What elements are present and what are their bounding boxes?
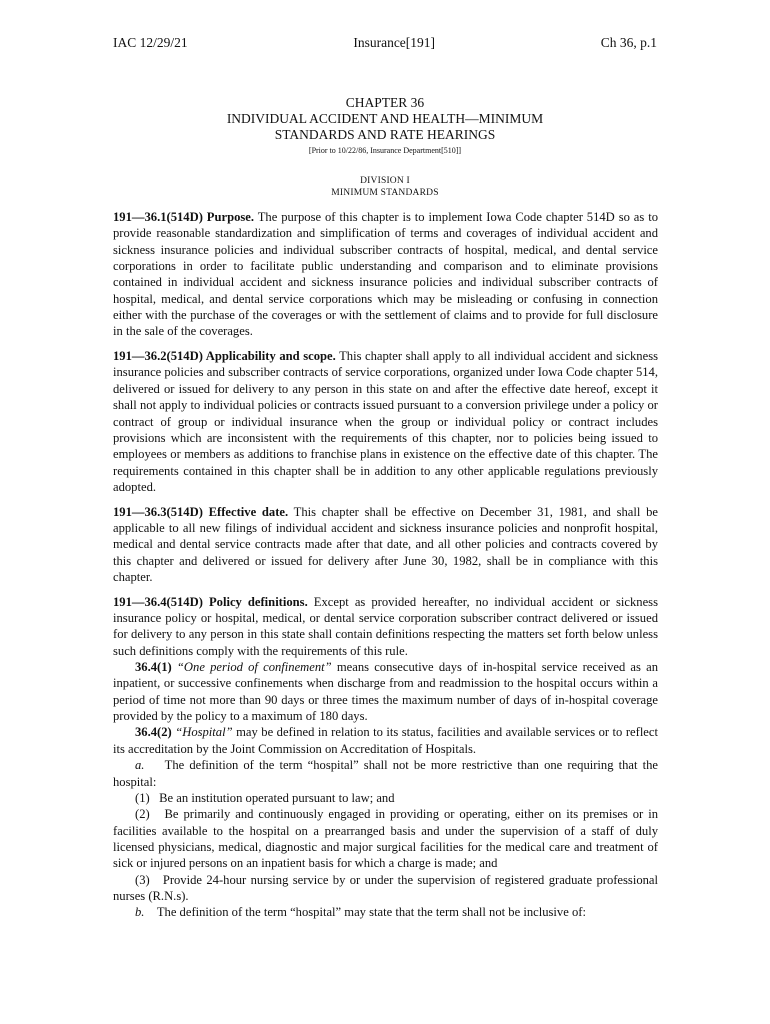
rule-heading: 191—36.2(514D) Applicability and scope. [113, 349, 336, 364]
rule-text: This chapter shall apply to all individual accident and sickness insurance policies and subscriber contracts of service corporations, organized under Iowa Code chapter 514, delivered or issued for delivery to any person in this state on and after the effective date hereof, except it shall not apply to individual policies or contracts issued pursuant to a conversion privilege under a policy or contract of group or individual insurance when the group or individual policy or contract includes provisions which are inconsistent with the requirements of this chapter, nor to policies being issued to employees or members as additions to franchise plans in existence on the effective date of this chapter. The requirements contained in this chapter shall be in addition to any other applicable regulations previously adopted. [113, 349, 658, 494]
header-agency: Insurance[191] [353, 35, 436, 50]
rule-heading: 191—36.3(514D) Effective date. [113, 504, 289, 519]
item-number: (1) [135, 790, 150, 805]
item-number: (3) [135, 872, 150, 887]
chapter-title-line-1: INDIVIDUAL ACCIDENT AND HEALTH—MINIMUM [226, 111, 544, 127]
item-number: (2) [135, 807, 150, 822]
subrule-text: may be defined in relation to its status, facilities and available services or to reflect its accreditation by the Joint Commission on Accreditation of Hospitals. [113, 725, 658, 756]
prior-note: [Prior to 10/22/86, Insurance Department[510]] [308, 145, 462, 155]
chapter-title-line-2: STANDARDS AND RATE HEARINGS [274, 127, 496, 143]
division-heading [113, 175, 657, 200]
header-date: IAC 12/29/21 [113, 35, 188, 50]
rule-heading: 191—36.4(514D) Policy definitions. [113, 594, 308, 609]
defined-term: “One period of confinement” [176, 660, 332, 675]
chapter-heading [113, 95, 657, 200]
paragraph-letter: a. [135, 758, 145, 773]
list-item [113, 872, 658, 905]
subrule-hospital [113, 724, 658, 757]
paragraph-a [113, 757, 658, 790]
rule-text: Except as provided hereafter, no individual accident or sickness insurance policy or hospital, medical, or dental service corporation subscriber contract delivered or issued for delivery to any person in this state shall contain definitions respecting the matters set forth below unless such definitions comply with the requirements of this rule. [113, 594, 658, 658]
rule-text: This chapter shall be effective on December 31, 1981, and shall be applicable to all new filings of individual accident and sickness insurance policies and nonprofit hospital, medical and dental service contracts made after that date, and all other policies and contracts covered by this chapter and delivered or issued for delivery after June 30, 1982, shall be in compliance with this chapter. [113, 504, 658, 584]
subrule-number: 36.4(2) [135, 725, 172, 740]
subrule-number: 36.4(1) [135, 660, 172, 675]
paragraph-b [113, 904, 658, 920]
division-number: DIVISION I [360, 175, 410, 186]
paragraph-text: The definition of the term “hospital” shall not be more restrictive than one requiring that the hospital: [113, 758, 658, 789]
header-page-number: Ch 36, p.1 [600, 35, 657, 50]
chapter-body [113, 209, 658, 921]
rule-effective-date [113, 504, 658, 586]
rule-applicability [113, 348, 658, 495]
list-item [113, 790, 658, 806]
item-text: Be an institution operated pursuant to law; and [159, 790, 395, 805]
rule-policy-definitions [113, 594, 658, 659]
defined-term: “Hospital” [175, 725, 233, 740]
subrule-text: means consecutive days of in-hospital service received as an inpatient, or successive confinements when discharge from and readmission to the hospital occurs within a period of time not more than 90 days or three times the maximum number of days of in-hospital coverage provided by the policy to a maximum of 180 days. [113, 660, 658, 724]
paragraph-letter: b. [135, 905, 145, 920]
paragraph-text: The definition of the term “hospital” may state that the term shall not be inclusive of: [156, 905, 586, 920]
running-header [113, 35, 657, 51]
rule-text: The purpose of this chapter is to implement Iowa Code chapter 514D so as to provide reasonable standardization and simplification of terms and coverages of individual accident and sickness insurance policies and individual subscriber contracts of hospital, medical, and dental service corporations in order to facilitate public understanding and comparison and to eliminate provisions contained in individual accident and sickness insurance policies and individual subscriber contracts of hospital, medical, and dental service corporations which may be misleading or confusing in connection either with the purchase of the coverages or with the settlement of claims and to provide for full disclosure in the sale of the coverages. [113, 210, 658, 339]
rule-heading: 191—36.1(514D) Purpose. [113, 210, 255, 224]
division-title: MINIMUM STANDARDS [331, 188, 439, 199]
item-text: Be primarily and continuously engaged in providing or operating, either on its premises or in facilities available to the hospital on a prearranged basis and under the supervision of a staff of duly licensed physicians, medical, diagnostic and major surgical facilities for the medical care and treatment of sick or injured persons on an inpatient basis for which a charge is made; and [113, 807, 658, 871]
list-item [113, 806, 658, 871]
chapter-number: CHAPTER 36 [345, 95, 425, 110]
item-text: Provide 24-hour nursing service by or under the supervision of registered graduate professional nurses (R.N.s). [113, 872, 659, 903]
subrule-confinement [113, 659, 658, 724]
rule-purpose [113, 209, 658, 340]
